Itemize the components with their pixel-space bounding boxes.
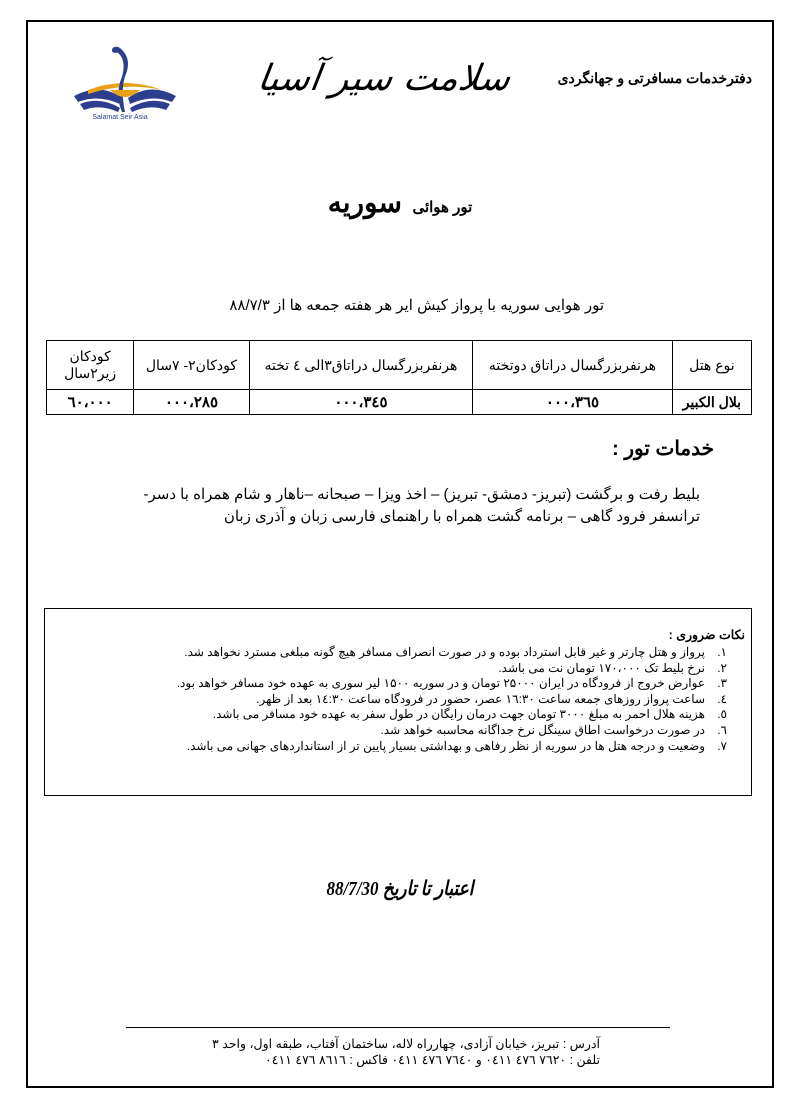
header-child-under-2: کودکان زیر۲سال [47,341,134,390]
logo-caption: Salamat Seir Asia [92,114,148,121]
footer-address: آدرس : تبریز، خیابان آزادی، چهارراه لاله، ساختمان آفتاب، طبقه اول، واحد ۳ [212,1037,600,1051]
footer-address-block [212,1036,600,1068]
title-prefix: تور هوائی [412,199,473,216]
header-hotel-type: نوع هتل [672,341,751,390]
header-double-room: هرنفربزرگسال دراتاق دوتخته [473,341,673,390]
notes-box [44,608,752,796]
header-triple-room: هرنفربزرگسال دراتاق۳الی ٤ تخته [249,341,473,390]
header-child-2-7: کودکان۲- ۷سال [134,341,249,390]
list-item [51,645,751,661]
note-number: ۲. [717,660,727,675]
notes-title: نکات ضروری : [668,628,745,642]
note-number: ۷. [717,738,727,753]
cell-child-under-2-price: ٦۰،۰۰۰ [47,390,134,415]
list-item [51,723,751,739]
tour-subtitle: تور هوایی سوریه با پرواز کیش ایر هر هفته جمعه ها از ۸۸/۷/۳ [229,297,604,314]
agency-logo [70,38,180,130]
note-text: عوارض خروج از فرودگاه در ایران ۲۵۰۰۰ تومان و در سوریه ۱۵۰۰ لیر سوری به عهده خود مسافر خواهد بود. [176,676,705,691]
note-text: هزینه هلال احمر به مبلغ ۳۰۰۰ تومان جهت درمان رایگان در طول سفر به عهده خود مسافر می باشد. [212,707,705,722]
cell-hotel-name: بلال الکبیر [672,390,751,415]
price-table [46,340,752,415]
note-number: ٥. [717,707,727,722]
note-text: در صورت درخواست اطاق سینگل نرخ جداگانه محاسبه خواهد شد. [380,722,705,737]
cell-double-price: ۳٦٥،۰۰۰ [473,390,673,415]
page-title [0,186,800,219]
list-item [51,739,751,755]
note-text: پرواز و هتل چارتر و غیر قابل استرداد بوده و در صورت انصراف مسافر هیچ گونه مبلغی مسترد نخواهد شد. [184,645,705,659]
footer-phones: تلفن : ۷٦۲۰ ٤٧٦ ۰٤۱۱ و ۷٦٤۰ ٤٧٦ ۰٤۱۱ فاکس : ٨٦١٦ ٤٧٦ ۰٤۱۱ [265,1053,600,1067]
table-header-row [47,341,752,390]
list-item [51,676,751,692]
agency-prefix: دفترخدمات مسافرتی و جهانگردی [557,70,752,86]
cell-child-2-7-price: ۲۸٥،۰۰۰ [134,390,249,415]
validity-stamp: اعتبار تا تاریخ 88/7/30 [326,878,474,900]
note-text: ساعت پرواز روزهای جمعه ساعت ۱٦:۳۰ عصر، حضور در فرودگاه ساعت ۱٤:۳۰ بعد از ظهر. [256,691,705,706]
list-item [51,692,751,708]
services-title: خدمات تور : [612,438,714,460]
note-number: ۳. [717,676,727,691]
services-text: بلیط رفت و برگشت (تبریز- دمشق- تبریز) – اخذ ویزا – صبحانه –ناهار و شام همراه با دسر- ترانسفر فرود گاهی – برنامه گشت همراه با راهنمای فارسی زبان و آذری زبان [143,486,700,525]
table-row [47,390,752,415]
note-text: وضعیت و درجه هتل ها در سوریه از نظر رفاهی و بهداشتی بسیار پایین تر از استانداردهای جهانی می باشد. [186,738,705,753]
title-country: سوریه [327,187,402,218]
note-number: ٦. [717,722,727,737]
note-number: ۱. [717,645,727,659]
footer-divider [126,1027,670,1028]
page-border [26,20,774,1088]
note-text: نرخ بلیط تک ۱۷۰،۰۰۰ تومان نت می باشد. [498,660,705,675]
list-item [51,707,751,723]
cell-triple-price: ۳٤٥،۰۰۰ [249,390,473,415]
list-item [51,661,751,677]
notes-list [51,645,751,754]
note-number: ٤. [717,691,727,706]
agency-name: سلامت سیر آسیا [255,58,513,99]
